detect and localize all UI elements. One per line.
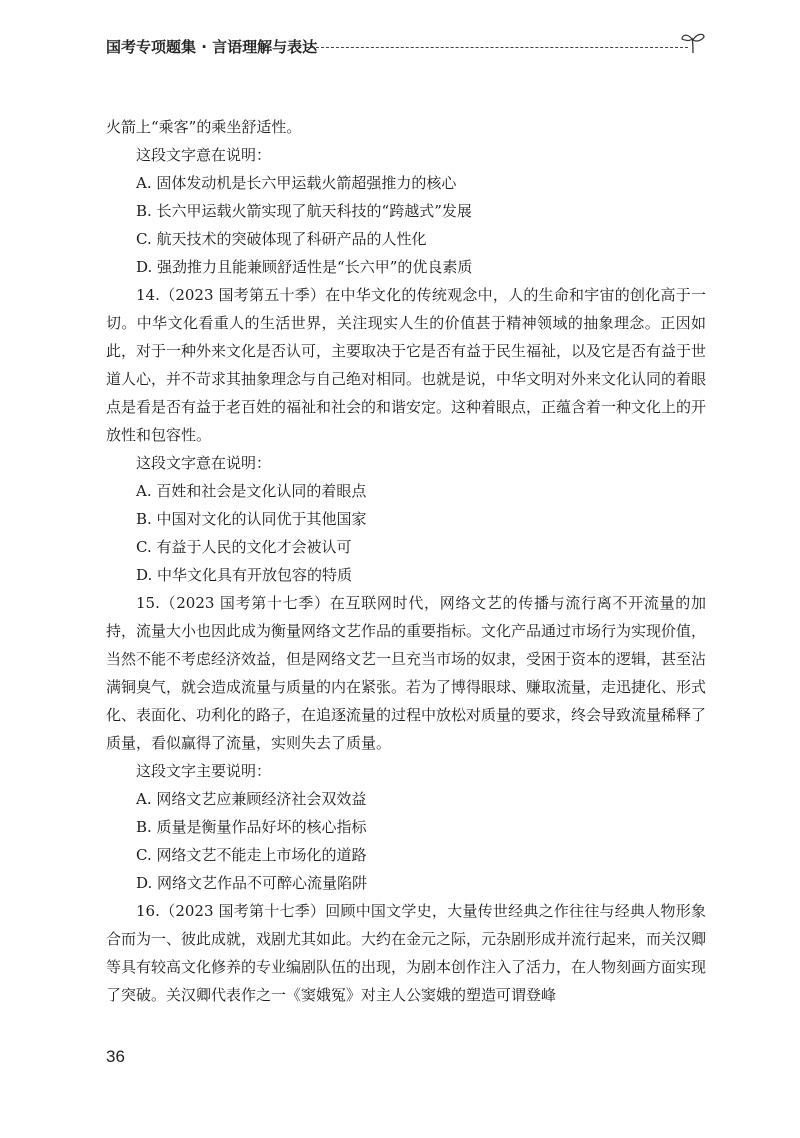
q15-option-d: D. 网络文艺作品不可醉心流量陷阱	[136, 874, 368, 892]
q15-option-c: C. 网络文艺不能走上市场化的道路	[136, 846, 367, 864]
q13-option-b: B. 长六甲运载火箭实现了航天科技的“跨越式”发展	[136, 202, 472, 220]
q13-option-c: C. 航天技术的突破体现了科研产品的人性化	[136, 230, 427, 248]
q16-stem: 16.（2023 国考第十七季）回顾中国文学史，大量传世经典之作往往与经典人物形象合而为一、彼此成就，戏剧尤其如此。大约在金元之际，元杂剧形成并流行起来，而关汉卿等具有较高文化修养的专业编剧队伍的出现，为剧本创作注入了活力，在人物刻画方面实现了突破。关汉卿代表作之一《窦娥冤》对主人公窦娥的塑造可谓登峰	[106, 902, 707, 1004]
q15-option-b: B. 质量是衡量作品好坏的核心指标	[136, 818, 367, 836]
page-number: 36	[106, 1047, 125, 1066]
q15-stem: 15.（2023 国考第十七季）在互联网时代，网络文艺的传播与流行离不开流量的加持，流量大小也因此成为衡量网络文艺作品的重要指标。文化产品通过市场行为实现价值，当然不能不考虑经济效益，但是网络文艺一旦充当市场的奴隶，受困于资本的逻辑，甚至沾满铜臭气，就会造成流量与质量的内在紧张。若为了博得眼球、赚取流量，走迅捷化、形式化、表面化、功利化的路子，在追逐流量的过程中放松对质量的要求，终会导致流量稀释了质量，看似赢得了流量，实则失去了质量。	[106, 594, 707, 752]
page-body	[106, 113, 706, 1009]
q14-option-a: A. 百姓和社会是文化认同的着眼点	[136, 482, 367, 500]
q14-prompt: 这段文字意在说明：	[136, 454, 272, 472]
running-header	[106, 36, 706, 66]
carryover-paragraph: 火箭上“乘客”的乘坐舒适性。	[106, 118, 302, 136]
q14-option-b: B. 中国对文化的认同优于其他国家	[136, 510, 367, 528]
q13-option-d: D. 强劲推力且能兼顾舒适性是“长六甲”的优良素质	[136, 258, 473, 276]
sprout-icon	[680, 30, 706, 54]
q15-prompt: 这段文字主要说明：	[136, 762, 272, 780]
q14-option-d: D. 中华文化具有开放包容的特质	[136, 566, 353, 584]
header-dashed-rule	[306, 47, 688, 48]
q13-prompt: 这段文字意在说明：	[136, 146, 272, 164]
header-title: 国考专项题集 · 言语理解与表达	[106, 38, 318, 56]
q14-option-c: C. 有益于人民的文化才会被认可	[136, 538, 352, 556]
q15-option-a: A. 网络文艺应兼顾经济社会双效益	[136, 790, 367, 808]
q13-option-a: A. 固体发动机是长六甲运载火箭超强推力的核心	[136, 174, 457, 192]
q14-stem: 14.（2023 国考第五十季）在中华文化的传统观念中，人的生命和宇宙的创化高于一切。中华文化看重人的生活世界，关注现实人生的价值甚于精神领域的抽象理念。正因如此，对于一种外来文化是否认可，主要取决于它是否有益于民生福祉，以及它是否有益于世道人心，并不苛求其抽象理念与自己绝对相同。也就是说，中华文明对外来文化认同的着眼点是看是否有益于老百姓的福祉和社会的和谐安定。这种着眼点，正蕴含着一种文化上的开放性和包容性。	[106, 286, 707, 444]
